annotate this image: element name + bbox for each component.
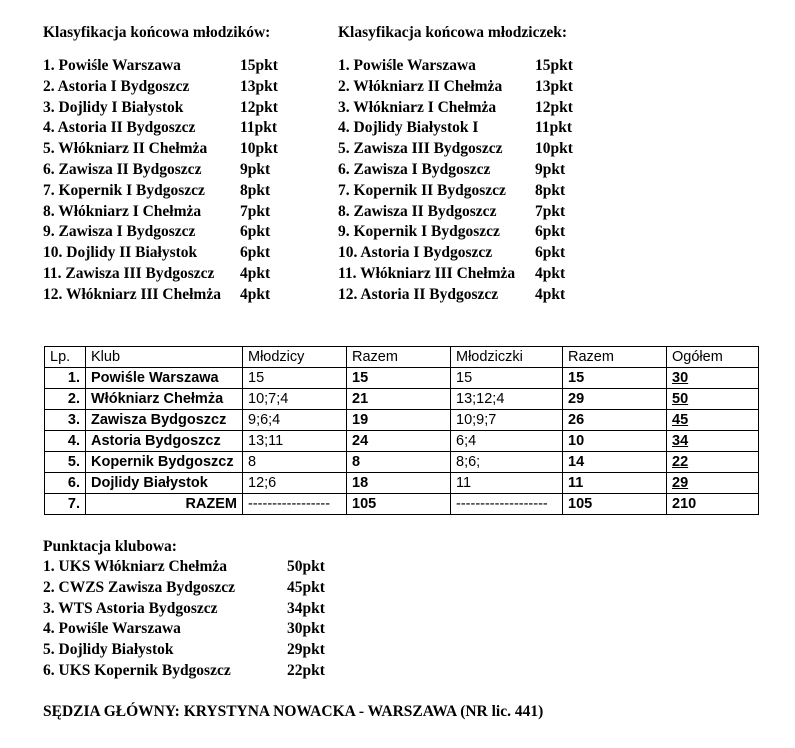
team-points: 6pkt — [535, 244, 566, 262]
cell-girls: 13;12;4 — [451, 389, 563, 410]
cell-girls: 10;9;7 — [451, 410, 563, 431]
cell-boys-total: 19 — [347, 410, 451, 431]
team-points: 7pkt — [535, 202, 566, 220]
team-name: 2. Włókniarz II Chełmża — [338, 77, 503, 95]
team-name: 11. Zawisza III Bydgoszcz — [43, 264, 215, 282]
team-points: 10pkt — [240, 140, 278, 158]
club-name: 1. UKS Włókniarz Chełmża — [43, 558, 227, 575]
club-name: 6. UKS Kopernik Bydgoszcz — [43, 661, 231, 679]
cell-girls: 11 — [451, 473, 563, 494]
team-name: 7. Kopernik II Bydgoszcz — [338, 181, 506, 199]
team-name: 7. Kopernik I Bydgoszcz — [43, 181, 205, 199]
cell-girls-total: 26 — [563, 410, 667, 431]
cell-overall — [667, 473, 759, 494]
team-points: 11pkt — [240, 119, 278, 137]
table-row — [45, 431, 759, 452]
table-row — [45, 452, 759, 473]
cell-boys: 12;6 — [243, 473, 347, 494]
header-overall: Ogółem — [667, 347, 759, 368]
cell-overall-value: 50 — [672, 391, 689, 407]
team-points: 11pkt — [535, 119, 573, 137]
table-total-row — [45, 494, 759, 515]
cell-overall — [667, 431, 759, 452]
cell-club: Kopernik Bydgoszcz — [86, 452, 243, 473]
team-name: 8. Zawisza II Bydgoszcz — [338, 202, 497, 220]
cell-boys: ----------------- — [243, 494, 347, 515]
team-name: 1. Powiśle Warszawa — [338, 57, 476, 74]
team-name: 6. Zawisza II Bydgoszcz — [43, 160, 202, 178]
team-name: 4. Astoria II Bydgoszcz — [43, 119, 196, 137]
club-name: 3. WTS Astoria Bydgoszcz — [43, 599, 218, 617]
cell-boys: 13;11 — [243, 431, 347, 452]
header-boys: Młodzicy — [243, 347, 347, 368]
cell-lp: 7. — [45, 494, 86, 515]
cell-girls-total: 10 — [563, 431, 667, 452]
cell-lp: 1. — [45, 368, 86, 389]
team-name: 9. Zawisza I Bydgoszcz — [43, 223, 196, 241]
team-points: 10pkt — [535, 140, 573, 158]
table-row — [45, 410, 759, 431]
cell-overall — [667, 389, 759, 410]
team-points: 8pkt — [240, 181, 271, 199]
header-lp: Lp. — [45, 347, 86, 368]
table-row — [45, 389, 759, 410]
cell-girls: ------------------- — [451, 494, 563, 515]
cell-overall-value: 34 — [672, 433, 689, 449]
team-points: 4pkt — [535, 285, 566, 303]
team-points: 8pkt — [535, 181, 566, 199]
team-points: 12pkt — [240, 98, 278, 116]
cell-overall — [667, 368, 759, 389]
team-points: 6pkt — [240, 223, 271, 241]
team-name: 12. Włókniarz III Chełmża — [43, 285, 221, 303]
header-boys-total: Razem — [347, 347, 451, 368]
cell-girls-total: 29 — [563, 389, 667, 410]
team-points: 9pkt — [240, 160, 271, 178]
team-points: 4pkt — [535, 264, 566, 282]
cell-overall-value: 30 — [672, 370, 689, 386]
cell-girls: 15 — [451, 368, 563, 389]
cell-club: Włókniarz Chełmża — [86, 389, 243, 410]
club-name: 2. CWZS Zawisza Bydgoszcz — [43, 578, 236, 596]
team-points: 12pkt — [535, 98, 573, 116]
cell-overall-value: 45 — [672, 412, 689, 428]
cell-boys: 15 — [243, 368, 347, 389]
team-name: 3. Włókniarz I Chełmża — [338, 98, 497, 116]
cell-lp: 3. — [45, 410, 86, 431]
cell-overall-value: 29 — [672, 475, 689, 491]
team-name: 6. Zawisza I Bydgoszcz — [338, 160, 491, 178]
club-points: 34pkt — [287, 599, 325, 617]
team-points: 13pkt — [535, 77, 573, 95]
table-row — [45, 368, 759, 389]
cell-boys: 9;6;4 — [243, 410, 347, 431]
team-name: 4. Dojlidy Białystok I — [338, 119, 479, 137]
girls-classification-title: Klasyfikacja końcowa młodziczek: — [338, 24, 568, 41]
team-name: 9. Kopernik I Bydgoszcz — [338, 223, 500, 241]
cell-club: Powiśle Warszawa — [86, 368, 243, 389]
club-name: 5. Dojlidy Białystok — [43, 641, 174, 659]
cell-lp: 6. — [45, 473, 86, 494]
team-name: 1. Powiśle Warszawa — [43, 57, 181, 74]
team-points: 7pkt — [240, 202, 271, 220]
cell-boys-total: 18 — [347, 473, 451, 494]
cell-girls-total: 14 — [563, 452, 667, 473]
cell-boys-total: 105 — [347, 494, 451, 515]
club-points-title: Punktacja klubowa: — [43, 538, 177, 555]
cell-lp: 2. — [45, 389, 86, 410]
cell-club: Dojlidy Białystok — [86, 473, 243, 494]
club-summary-table — [44, 346, 759, 515]
cell-lp: 4. — [45, 431, 86, 452]
club-points: 22pkt — [287, 661, 325, 679]
team-points: 13pkt — [240, 77, 278, 95]
header-club: Klub — [86, 347, 243, 368]
cell-club: Astoria Bydgoszcz — [86, 431, 243, 452]
cell-overall — [667, 452, 759, 473]
team-points: 4pkt — [240, 285, 271, 303]
team-points: 9pkt — [535, 160, 566, 178]
team-points: 6pkt — [535, 223, 566, 241]
team-points: 15pkt — [535, 57, 573, 74]
cell-boys: 8 — [243, 452, 347, 473]
team-name: 10. Dojlidy II Białystok — [43, 244, 198, 262]
club-points: 45pkt — [287, 578, 325, 596]
cell-girls: 6;4 — [451, 431, 563, 452]
team-name: 12. Astoria II Bydgoszcz — [338, 285, 499, 303]
header-girls: Młodziczki — [451, 347, 563, 368]
club-points: 29pkt — [287, 641, 325, 659]
cell-boys-total: 21 — [347, 389, 451, 410]
team-name: 2. Astoria I Bydgoszcz — [43, 77, 190, 95]
table-header-row — [45, 347, 759, 368]
cell-overall-value: 22 — [672, 454, 689, 470]
cell-lp: 5. — [45, 452, 86, 473]
club-name: 4. Powiśle Warszawa — [43, 620, 181, 638]
team-name: 3. Dojlidy I Białystok — [43, 98, 184, 116]
boys-classification-title: Klasyfikacja końcowa młodzików: — [43, 24, 271, 41]
cell-boys-total: 8 — [347, 452, 451, 473]
cell-boys: 10;7;4 — [243, 389, 347, 410]
club-points: 50pkt — [287, 558, 325, 575]
team-name: 5. Włókniarz II Chełmża — [43, 140, 208, 158]
club-points: 30pkt — [287, 620, 325, 638]
cell-club: Zawisza Bydgoszcz — [86, 410, 243, 431]
team-name: 5. Zawisza III Bydgoszcz — [338, 140, 503, 158]
team-name: 10. Astoria I Bydgoszcz — [338, 244, 493, 262]
cell-boys-total: 15 — [347, 368, 451, 389]
team-name: 8. Włókniarz I Chełmża — [43, 202, 202, 220]
cell-overall: 210 — [667, 494, 759, 515]
team-points: 4pkt — [240, 264, 271, 282]
chief-referee: SĘDZIA GŁÓWNY: KRYSTYNA NOWACKA - WARSZAWA (NR lic. 441) — [43, 703, 544, 720]
cell-girls-total: 15 — [563, 368, 667, 389]
team-points: 15pkt — [240, 57, 278, 74]
cell-girls-total: 11 — [563, 473, 667, 494]
team-name: 11. Włókniarz III Chełmża — [338, 264, 516, 282]
cell-girls-total: 105 — [563, 494, 667, 515]
cell-overall — [667, 410, 759, 431]
cell-girls: 8;6; — [451, 452, 563, 473]
team-points: 6pkt — [240, 244, 271, 262]
cell-boys-total: 24 — [347, 431, 451, 452]
header-girls-total: Razem — [563, 347, 667, 368]
table-row — [45, 473, 759, 494]
cell-club: RAZEM — [86, 494, 243, 515]
